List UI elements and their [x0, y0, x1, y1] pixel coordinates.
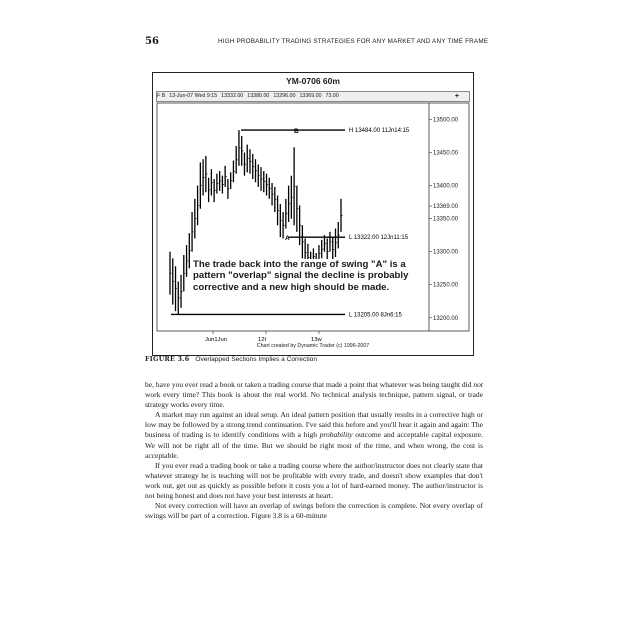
y-tick-label: 13200.00 — [433, 315, 459, 322]
chart-title: YM-0706 60m — [286, 76, 340, 86]
y-tick-label: 13450.00 — [433, 150, 459, 157]
figure-caption-text: Overlapped Sections Implies a Correction — [195, 356, 317, 363]
swing-label-b: B — [294, 128, 299, 135]
info-field: 13-Jun-07 Wed 9:15 — [169, 93, 218, 99]
page-number: 56 — [145, 36, 159, 47]
info-field: 13380.00 — [247, 93, 270, 99]
x-tick-label: Jun1Jun — [205, 337, 227, 343]
running-head: HIGH PROBABILITY TRADING STRATEGIES FOR ANY MARKET AND ANY TIME FRAME — [218, 38, 489, 45]
paragraph-1 — [145, 380, 483, 410]
info-field: 13296.00 — [273, 93, 296, 99]
plot-area — [157, 103, 469, 331]
paragraph-4: Not every correction will have an overlap of swings before the correction is complete. Not every overlap of swings will be part of a correction. Figure 3.8 is a 60-minute — [145, 501, 483, 521]
price-chart — [153, 73, 473, 355]
paragraph-3: If you ever read a trading book or take a trading course where the author/instructor does not clearly state that whatever strategy he is teaching will not be profitable with every trade, and doesn't show examples that don't work out, get out as quickly as possible before it costs you a lot of hard-earned money. The author/instructor is not being honest and does not have your best interests at heart. — [145, 460, 483, 501]
paragraph-2 — [145, 410, 483, 460]
x-tick-label: 13w — [311, 337, 322, 343]
y-tick-label: 13300.00 — [433, 249, 459, 256]
y-tick-label: 13250.00 — [433, 282, 459, 289]
chart-annotation: The trade back into the range of swing "A" is a pattern "overlap" signal the decline is probably corrective and a new high should be made. — [192, 259, 426, 293]
x-tick-label: 12t — [258, 337, 267, 343]
level-label: L 13205.00 8Jn6:15 — [349, 312, 402, 319]
level-label: L 13322.00 12Jn11:15 — [349, 235, 409, 242]
paragraph-2-end: outcome and acceptable capital exposure. We will not be right all of the time. But we should be right most of the time, and when wrong, the cost is acceptable. — [145, 430, 483, 460]
body-text — [145, 380, 483, 521]
y-tick-label: 13500.00 — [433, 117, 459, 124]
info-field: 73.00 — [325, 93, 339, 99]
paragraph-2-start: A market may run against an ideal setup. An ideal pattern position that usually results in a corrective high or low may be followed by a strong trend continuation. I've said this before and you'll hear it again and again: The business of trading is to identify conditions with a high — [145, 410, 483, 440]
chart-credit: Chart created by Dynamic Trader (c) 1996-2007 — [256, 343, 370, 349]
paragraph-1-end: work every time? This book is about the real world. No technical analysis technique, pattern signal, or trade strategy works every time. — [145, 390, 483, 410]
paragraph-1-start: be, have you ever read a book or taken a trading course that made a point that whatever was being taught did — [145, 380, 474, 389]
figure-label: FIGURE 3.6 — [145, 356, 190, 363]
paragraph-2-emphasis: probability — [319, 430, 353, 440]
y-tick-label: 13350.00 — [433, 216, 459, 223]
paragraph-1-emphasis: not — [473, 380, 483, 389]
level-label: H 13484.00 11Jn14:15 — [349, 128, 410, 135]
info-plus: + — [454, 93, 459, 100]
figure-caption — [145, 356, 317, 363]
y-tick-label: 13400.00 — [433, 183, 459, 190]
info-field: 13369.00 — [299, 93, 322, 99]
info-field: 13332.00 — [221, 93, 244, 99]
swing-label-a: A — [285, 235, 290, 242]
figure-frame — [152, 72, 474, 356]
y-tick-label: 13369.00 — [433, 204, 459, 211]
info-field: F B — [157, 93, 166, 99]
